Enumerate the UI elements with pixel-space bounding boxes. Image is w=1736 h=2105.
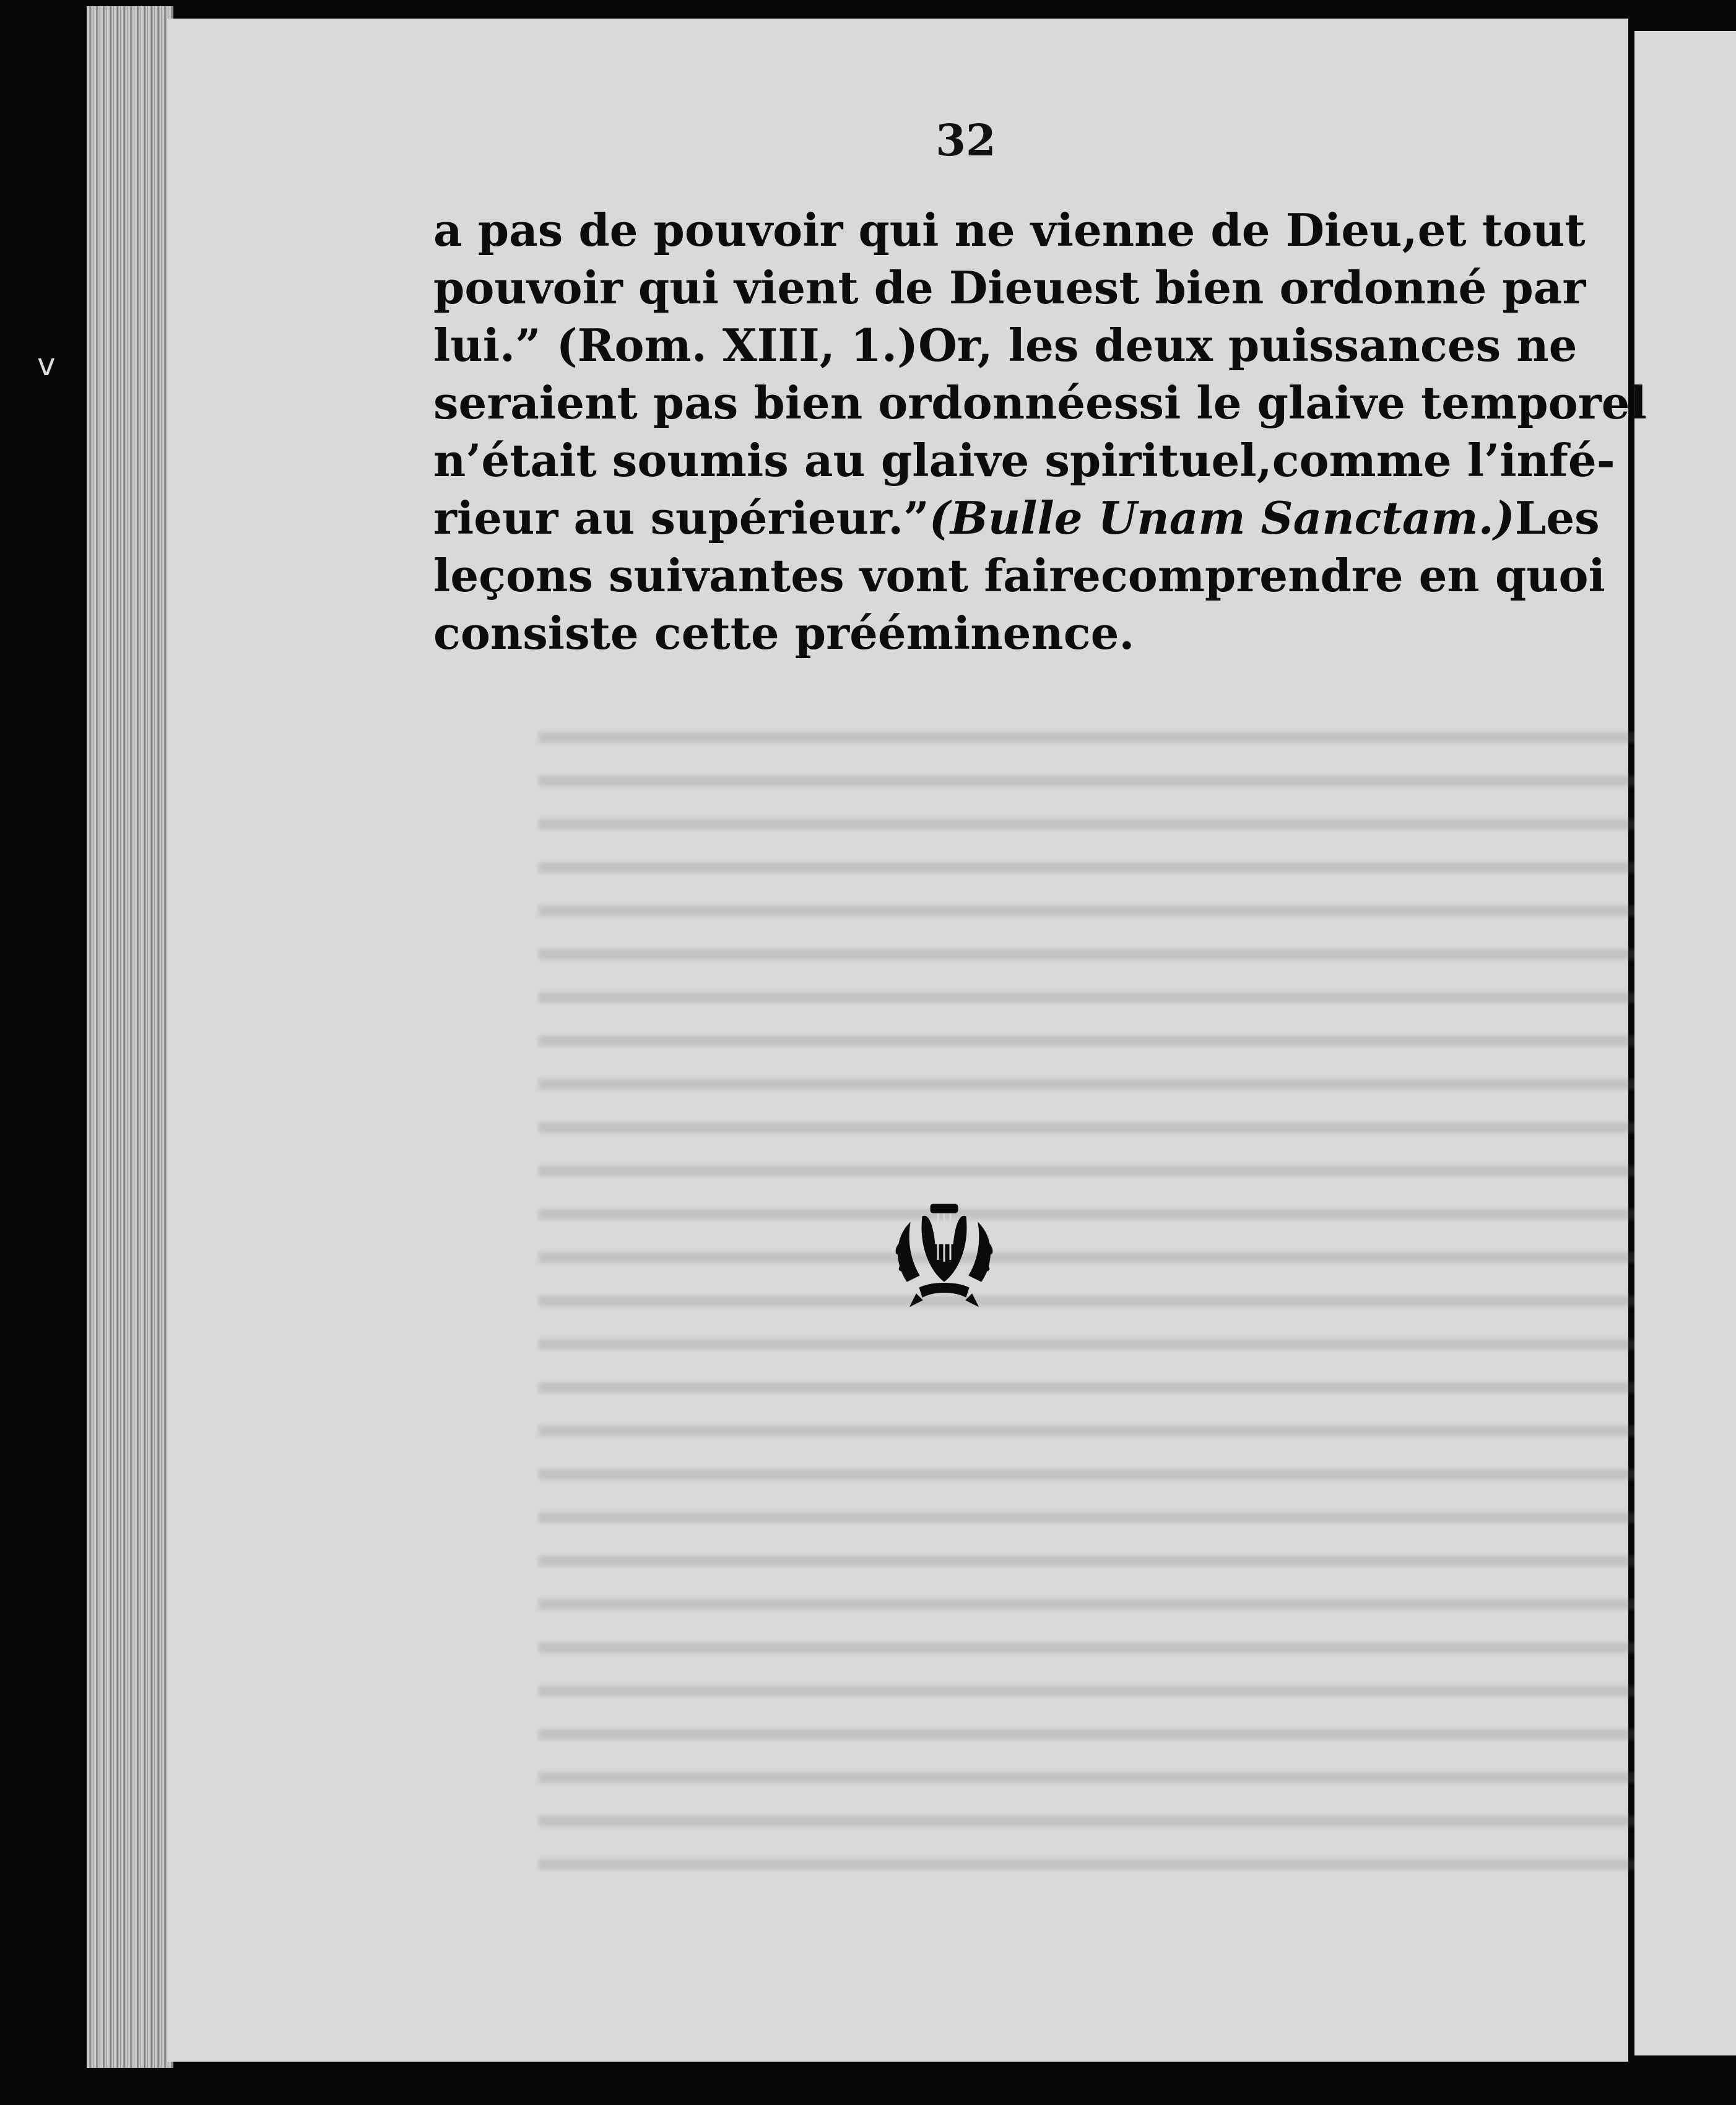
- facing-page-edge: [1634, 31, 1736, 2055]
- page-number: 32: [935, 115, 996, 166]
- text-line: leçons suivantes vont faire comprendre en quoi: [433, 549, 1605, 602]
- text-line: pouvoir qui vient de Dieu est bien ordonné par: [433, 261, 1586, 314]
- page-edge-stack: [87, 6, 173, 2068]
- lyre-wreath-ornament-icon: [882, 1189, 1006, 1313]
- citation-bulle: (Bulle Unam Sanctam.): [929, 492, 1515, 544]
- show-through-text: [539, 700, 1653, 1888]
- margin-mark: v: [37, 347, 56, 383]
- body-text: [433, 201, 1647, 662]
- text-line: lui.” (Rom. XIII, 1.) Or, les deux puissances ne: [433, 319, 1578, 371]
- text-line: seraient pas bien ordonnées si le glaive temporel: [433, 376, 1647, 429]
- text-line: rieur au supérieur.” (Bulle Unam Sanctam.) Les: [433, 489, 1486, 547]
- text-line: consiste cette prééminence.: [433, 607, 1135, 659]
- text-line: a pas de pouvoir qui ne vienne de Dieu, et tout: [433, 204, 1586, 256]
- text-line: n’était soumis au glaive spirituel, comme l’infé-: [433, 434, 1615, 487]
